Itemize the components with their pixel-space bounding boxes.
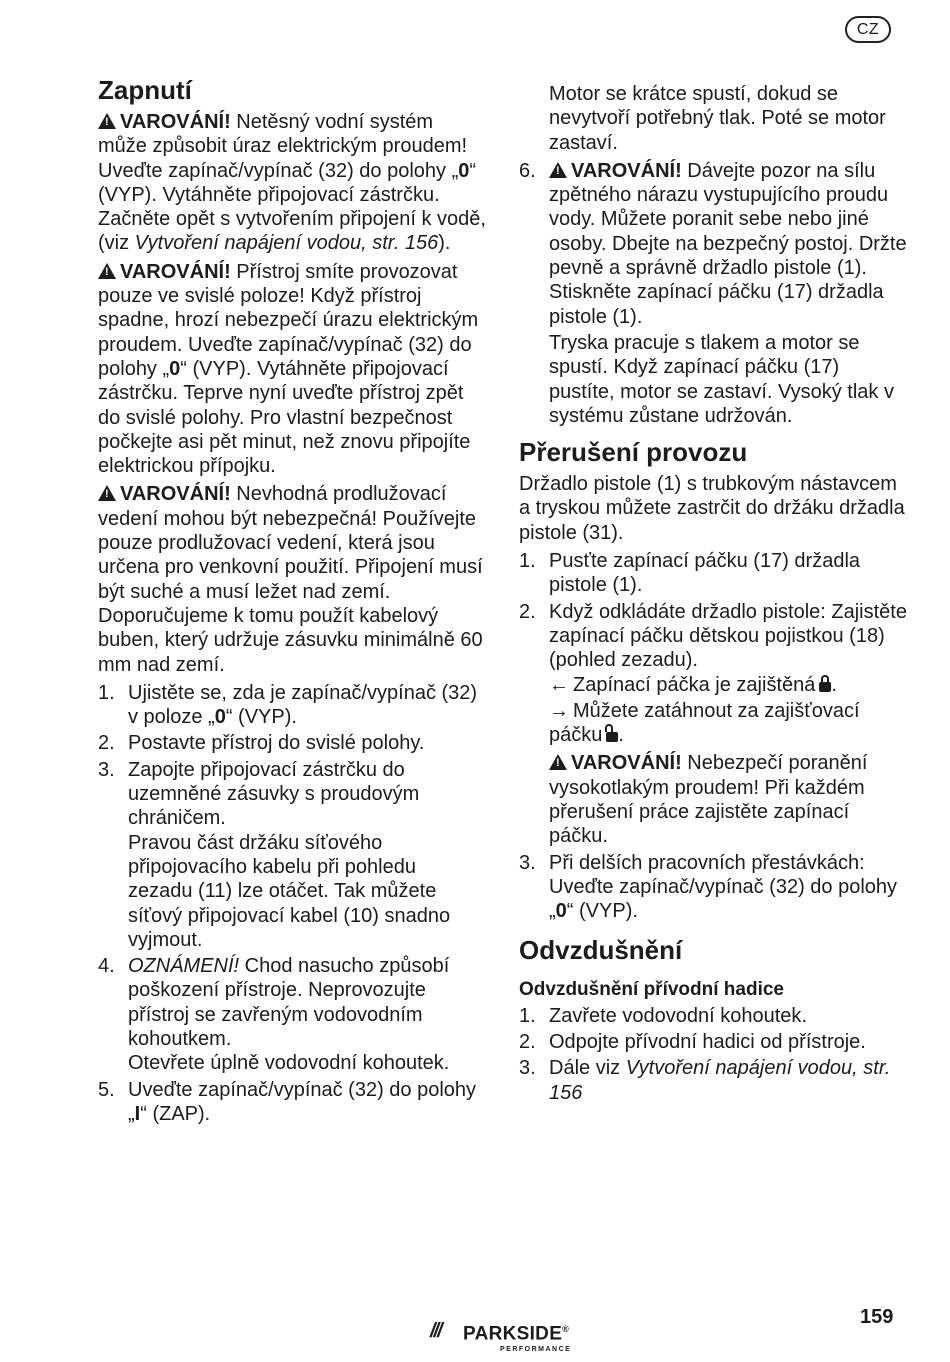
locked-line: ← Zapínací páčka je zajištěná .: [549, 673, 837, 696]
warning-triangle-icon: [549, 162, 567, 178]
section-heading-zapnuti: Zapnutí: [98, 75, 192, 105]
left-column: [98, 74, 486, 1128]
startup-steps-list-continued: [519, 159, 909, 428]
list-item: 2. Když odkládáte držadlo pistole: Zajistěte zapínací páčku dětskou pojistkou (18) (pohled zezadu). ← Zapínací páčka je zajištěná . → Můžete zatáhnout za zajišťovací páčku . !VAROVÁNÍ! Nebezpečí poranění vysokotlakým proudem! Při každém přerušení práce zajistěte zapínací páčku.: [519, 600, 909, 849]
step-5-continuation: Motor se krátce spustí, dokud se nevytvoří potřebný tlak. Poté se motor zastaví.: [549, 83, 886, 154]
right-column: [519, 82, 909, 1107]
warning-triangle-icon: [98, 263, 116, 279]
list-item: 5. Uveďte zapínač/vypínač (32) do polohy „I“ (ZAP).: [98, 1078, 477, 1125]
section-heading-odvzdusneni: Odvzdušnění: [519, 934, 683, 965]
startup-steps-list: [98, 681, 486, 1126]
list-item: 3. Zapojte připojovací zástrčku do uzemněné zásuvky s proudovým chráničem. Pravou část držáku síťového připojovacího kabelu při pohledu zezadu (11) lze otáčet. Tak můžete síťový připojovací kabel (10) snadno vyjmout.: [98, 758, 451, 951]
warning-triangle-icon: [549, 754, 567, 770]
warning-triangle-icon: [98, 113, 116, 129]
logo-subtitle: PERFORMANCE: [500, 1346, 572, 1353]
warning-paragraph-2: !VAROVÁNÍ! Přístroj smíte provozovat pouze ve svislé poloze! Když přístroj spadne, hrozí nebezpečí úrazu elektrickým proudem. Uveďte zapínač/vypínač (32) do polohy „0“ (VYP). Vytáhněte připojovací zástrčku. Teprve nyní uveďte přístroj zpět do svislé polohy. Pro vlastní bezpečnost počkejte asi pět minut, než znovu připojíte elektrickou přípojku.: [98, 260, 486, 479]
lock-open-icon: [606, 732, 618, 742]
warning-paragraph-1: !VAROVÁNÍ! Netěsný vodní systém může způsobit úraz elektrickým proudem! Uveďte zapínač/vypínač (32) do polohy „0“ (VYP). Vytáhněte připojovací zástrčku. Začněte opět s vytvořením připojení k vodě, (viz Vytvoření napájení vodou, str. 156).: [98, 110, 486, 256]
page-number: 159: [860, 1306, 894, 1328]
logo-wordmark: PARKSIDE®: [463, 1323, 570, 1345]
interruption-intro: Držadlo pistole (1) s trubkovým nástavcem a tryskou můžete zastrčit do držáku držadla pistole (31).: [519, 473, 905, 544]
unlocked-line: → Můžete zatáhnout za zajišťovací páčku .: [549, 699, 860, 747]
lock-closed-icon: [819, 682, 831, 692]
language-badge: CZ: [845, 16, 891, 43]
subheading-supply-hose: Odvzdušnění přívodní hadice: [519, 978, 784, 1000]
arrow-left-icon: ←: [549, 673, 569, 696]
warning-paragraph-3: !VAROVÁNÍ! Nevhodná prodlužovací vedení mohou být nebezpečná! Používejte pouze prodlužovací vedení, která jsou určena pro venkovní použití. Připojení musí být suché a musí ležet nad zemí. Doporučujeme k tomu použít kabelový buben, který udržuje zásuvku minimálně 60 mm nad zemí.: [98, 482, 486, 676]
warning-triangle-icon: [98, 485, 116, 501]
list-item: 2. Odpojte přívodní hadici od přístroje.: [519, 1031, 866, 1054]
list-item: 3. Dále viz Vytvoření napájení vodou, str. 156: [519, 1057, 891, 1104]
interruption-steps-list: [519, 549, 909, 923]
section-heading-preruseni: Přerušení provozu: [519, 437, 748, 468]
logo-stripes-icon: ///: [430, 1320, 441, 1342]
interruption-warning: !VAROVÁNÍ! Nebezpečí poranění vysokotlakým proudem! Při každém přerušení práce zajistěte zapínací páčku.: [549, 751, 909, 848]
list-item: 1. Pusťte zapínací páčku (17) držadla pistole (1).: [519, 550, 861, 597]
list-item: 1. Ujistěte se, zda je zapínač/vypínač (32) v poloze „0“ (VYP).: [98, 681, 478, 729]
arrow-right-icon: →: [549, 699, 569, 722]
venting-steps-list: [519, 1004, 909, 1105]
list-item: 2. Postavte přístroj do svislé polohy.: [98, 732, 425, 755]
list-item: 6. ! VAROVÁNÍ! Dávejte pozor na sílu zpětného nárazu vystupujícího proudu vody. Můžete poranit sebe nebo jiné osoby. Dbejte na bezpečný postoj. Držte pevně a správně držadlo pistole (1). Stiskněte zapínací páčku (17) držadla pistole (1). Tryska pracuje s tlakem a motor se spustí. Když zapínací páčku (17) pustíte, motor se zastaví. Vysoký tlak v systému zůstane udržován.: [519, 159, 909, 428]
list-item: 4. OZNÁMENÍ! Chod nasucho způsobí poškození přístroje. Neprovozujte přístroj se zavřeným vodovodním kohoutkem. Otevřete úplně vodovodní kohoutek.: [98, 955, 450, 1075]
list-item: 1. Zavřete vodovodní kohoutek.: [519, 1004, 807, 1027]
list-item: 3. Při delších pracovních přestávkách: Uveďte zapínač/vypínač (32) do polohy „0“ (VYP).: [519, 851, 898, 923]
